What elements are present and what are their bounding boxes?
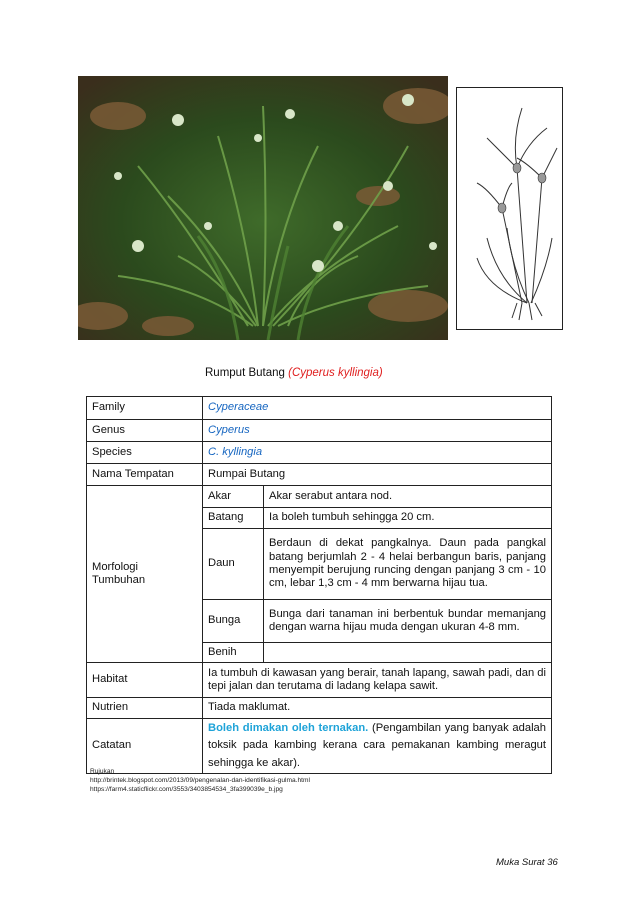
caption-common-name: Rumput Butang bbox=[205, 367, 285, 379]
species-value: C. kyllingia bbox=[203, 442, 552, 464]
catatan-text: (Pengambilan yang banyak adalah toksik pada kambing kerana cara pemakanan kambing meragut sehingga ke akar). bbox=[208, 722, 547, 769]
benih-value bbox=[264, 643, 552, 663]
plant-drawing bbox=[456, 87, 563, 330]
reference-link[interactable]: https://farm4.staticflickr.com/3553/3403854534_3fa399039e_b.jpg bbox=[90, 785, 283, 793]
bunga-value: Bunga dari tanaman ini berbentuk bundar memanjang dengan warna hijau muda dengan ukuran 4-8 mm. bbox=[264, 600, 552, 643]
genus-label: Genus bbox=[87, 420, 203, 442]
references-heading: Rujukan bbox=[90, 768, 115, 775]
nama-tempatan-value: Rumpai Butang bbox=[203, 464, 552, 486]
nutrien-value: Tiada maklumat. bbox=[203, 698, 552, 719]
benih-label: Benih bbox=[203, 643, 264, 663]
bunga-label: Bunga bbox=[203, 600, 264, 643]
habitat-value: Ia tumbuh di kawasan yang berair, tanah lapang, sawah padi, dan di tepi jalan dan terutama di ladang kelapa sawit. bbox=[203, 663, 552, 698]
catatan-highlight: Boleh dimakan oleh ternakan. bbox=[208, 722, 369, 734]
catatan-label: Catatan bbox=[87, 719, 203, 774]
akar-value: Akar serabut antara nod. bbox=[264, 486, 552, 508]
nutrien-label: Nutrien bbox=[87, 698, 203, 719]
row-species bbox=[87, 442, 552, 464]
row-akar bbox=[87, 486, 552, 508]
plant-photo bbox=[78, 76, 448, 340]
morfologi-label bbox=[87, 486, 203, 663]
row-genus bbox=[87, 420, 552, 442]
reference-link[interactable]: http://brintek.blogspot.com/2013/09/pengenalan-dan-identifikasi-gulma.html bbox=[90, 776, 310, 784]
row-catatan bbox=[87, 719, 552, 774]
figure-caption bbox=[205, 367, 383, 379]
plant-info-table bbox=[86, 396, 552, 774]
family-value: Cyperaceae bbox=[203, 397, 552, 420]
species-label: Species bbox=[87, 442, 203, 464]
row-nama-tempatan bbox=[87, 464, 552, 486]
references bbox=[90, 768, 310, 795]
family-label: Family bbox=[87, 397, 203, 420]
daun-label: Daun bbox=[203, 529, 264, 600]
daun-value: Berdaun di dekat pangkalnya. Daun pada pangkal batang berjumlah 2 - 4 helai berbangun baris, panjang menyempit berujung runcing dengan panjang 3 cm - 10 cm, lebar 1,3 cm - 4 mm berwarna hijau tua. bbox=[264, 529, 552, 600]
row-nutrien bbox=[87, 698, 552, 719]
row-habitat bbox=[87, 663, 552, 698]
batang-label: Batang bbox=[203, 508, 264, 529]
morfologi-label-line2: Tumbuhan bbox=[92, 574, 146, 586]
caption-scientific-name: (Cyperus kyllingia) bbox=[288, 367, 383, 379]
batang-value: Ia boleh tumbuh sehingga 20 cm. bbox=[264, 508, 552, 529]
nama-tempatan-label: Nama Tempatan bbox=[87, 464, 203, 486]
genus-value: Cyperus bbox=[203, 420, 552, 442]
habitat-label: Habitat bbox=[87, 663, 203, 698]
page-number: Muka Surat 36 bbox=[496, 857, 558, 868]
morfologi-label-line1: Morfologi bbox=[92, 560, 139, 573]
catatan-value bbox=[203, 719, 552, 774]
akar-label: Akar bbox=[203, 486, 264, 508]
row-family bbox=[87, 397, 552, 420]
